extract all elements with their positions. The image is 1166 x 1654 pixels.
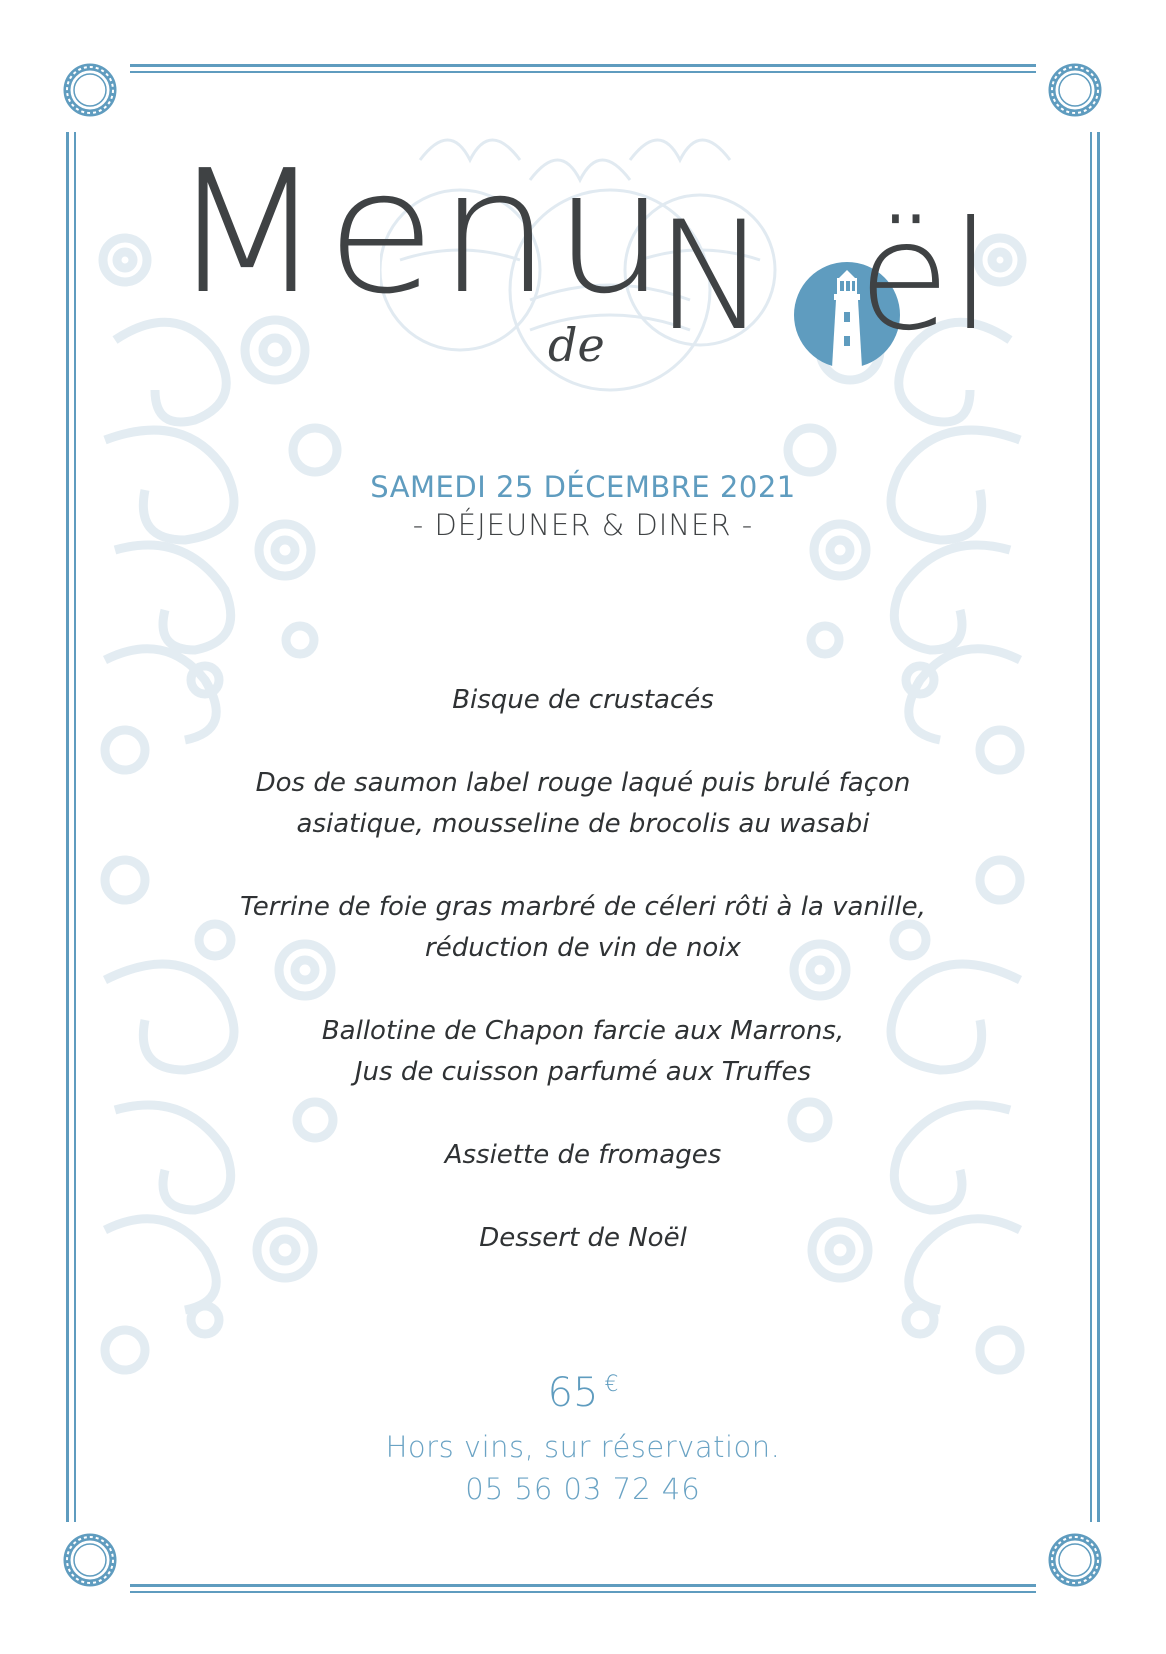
course-line: Bisque de crustacés xyxy=(452,685,714,715)
event-service: - DÉJEUNER & DINER - xyxy=(412,508,754,542)
rope-ring-icon xyxy=(62,62,118,118)
course-line: Dessert de Noël xyxy=(479,1223,687,1253)
course-item xyxy=(0,680,1166,721)
event-date: SAMEDI 25 DÉCEMBRE 2021 xyxy=(370,470,796,504)
course-item xyxy=(0,1011,1166,1093)
phone-number[interactable]: 05 56 03 72 46 xyxy=(465,1472,701,1506)
menu-price xyxy=(0,1370,1166,1416)
course-line: Dos de saumon label rouge laqué puis brulé façon xyxy=(255,768,911,798)
rope-ring-icon xyxy=(1047,62,1103,118)
course-item xyxy=(0,1218,1166,1259)
course-line: Ballotine de Chapon farcie aux Marrons, xyxy=(321,1016,845,1046)
course-item xyxy=(0,763,1166,845)
course-item xyxy=(0,1135,1166,1176)
frame-top-line-inner xyxy=(130,71,1036,73)
course-line: asiatique, mousseline de brocolis au wasabi xyxy=(296,809,870,839)
rope-ring-icon xyxy=(62,1532,118,1588)
title-menu-word: Menu xyxy=(170,134,669,332)
course-line: Jus de cuisson parfumé aux Truffes xyxy=(354,1057,812,1087)
course-line: Terrine de foie gras marbré de céleri rôti à la vanille, xyxy=(240,892,926,922)
frame-bottom-line-inner xyxy=(130,1591,1036,1593)
price-amount: 65 xyxy=(547,1370,599,1416)
title-noel-n: N xyxy=(655,190,768,364)
frame-top-line-outer xyxy=(130,64,1036,67)
course-line: Assiette de fromages xyxy=(444,1140,722,1170)
price-currency: € xyxy=(604,1372,619,1397)
course-line: réduction de vin de noix xyxy=(425,933,741,963)
course-item xyxy=(0,887,1166,969)
menu-title xyxy=(0,134,1166,400)
frame-bottom-line-outer xyxy=(130,1584,1036,1587)
title-noel-el: ël xyxy=(858,190,992,364)
course-list xyxy=(0,680,1166,1301)
reservation-note: Hors vins, sur réservation. xyxy=(385,1430,781,1464)
rope-ring-icon xyxy=(1047,1532,1103,1588)
title-de-word: de xyxy=(548,318,605,372)
